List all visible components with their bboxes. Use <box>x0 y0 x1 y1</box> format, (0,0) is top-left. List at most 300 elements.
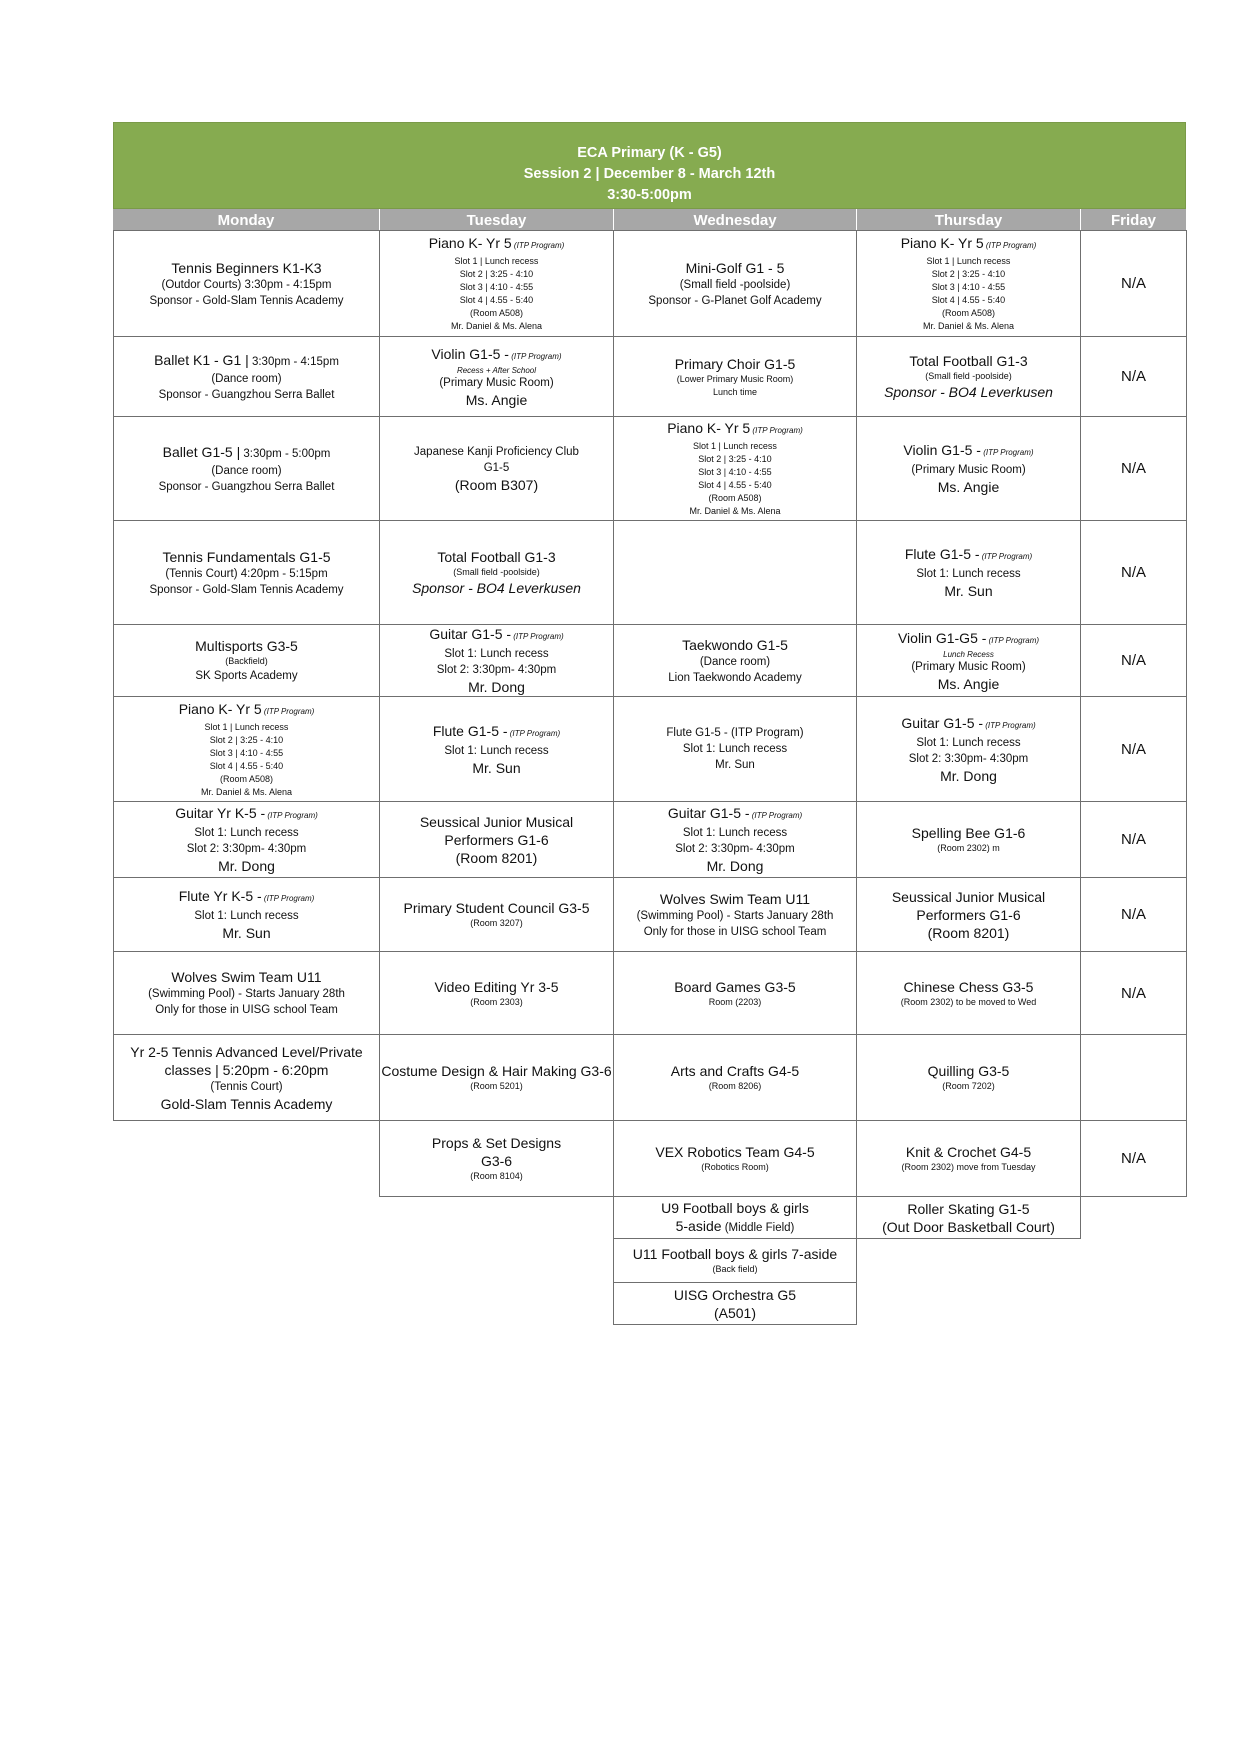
cell-text-line <box>179 700 315 721</box>
schedule-cell <box>379 951 614 1035</box>
cell-text-line <box>644 924 827 940</box>
cell-text: (Room 2302) m <box>937 843 1000 853</box>
cell-text: (Primary Music Room) <box>911 660 1026 673</box>
cell-text-line <box>1121 741 1146 758</box>
cell-text: Only for those in UISG school Team <box>155 1004 338 1016</box>
cell-text-line <box>932 281 1005 294</box>
schedule-cell <box>613 696 857 802</box>
cell-text: (Room 8104) <box>470 1171 523 1181</box>
cell-text-line <box>884 383 1053 401</box>
cell-text-line <box>709 996 762 1009</box>
cell-text: Slot 3 | 4:10 - 4:55 <box>459 282 534 292</box>
cell-text-line <box>937 842 1000 855</box>
schedule-cell <box>856 416 1081 521</box>
cell-text: Sponsor - G-Planet Golf Academy <box>648 294 822 307</box>
cell-text-line <box>161 1095 333 1113</box>
schedule-cell <box>613 1282 857 1325</box>
day-header-tuesday: Tuesday <box>379 209 613 230</box>
itp-program-tag: (ITP Program) <box>980 448 1034 457</box>
cell-text-line <box>661 1199 809 1217</box>
cell-text-line <box>456 849 538 867</box>
schedule-cell <box>379 801 614 878</box>
cell-text-line <box>932 268 1005 281</box>
cell-text: Tennis Beginners K1-K3 <box>171 259 322 276</box>
cell-text-line <box>457 366 536 375</box>
schedule-cell <box>856 1034 1081 1121</box>
cell-text-line <box>414 444 579 460</box>
cell-text: Costume Design & Hair Making G3-6 <box>381 1063 612 1079</box>
schedule-cell <box>113 624 380 697</box>
cell-text-line <box>211 463 281 479</box>
cell-text-line <box>472 759 520 777</box>
cell-text: (Swimming Pool) - Starts January 28th <box>636 909 834 922</box>
cell-text-line <box>1121 564 1146 581</box>
cell-text: (Back field) <box>712 1264 758 1274</box>
cell-text: Slot 4 | 4.55 - 5:40 <box>931 295 1006 305</box>
cell-text: (Backfield) <box>225 656 268 666</box>
cell-text-line <box>466 391 527 409</box>
cell-text-line <box>892 888 1045 906</box>
cell-text: G3-6 <box>480 1153 513 1169</box>
cell-text: Ballet K1 - G1 | <box>154 351 249 368</box>
schedule-cell <box>613 230 857 337</box>
cell-text-line <box>923 320 1014 333</box>
cell-text: Sponsor - BO4 Leverkusen <box>412 580 581 596</box>
day-header-monday: Monday <box>217 212 275 229</box>
cell-text-line <box>905 545 1032 566</box>
cell-text-line <box>904 978 1034 996</box>
cell-text: UISG Orchestra G5 <box>673 1286 797 1303</box>
schedule-cell <box>856 230 1081 337</box>
cell-text-line <box>220 773 273 786</box>
cell-text: Slot 1: Lunch recess <box>444 648 549 660</box>
cell-text-line <box>195 668 297 684</box>
schedule-cell <box>1080 520 1187 625</box>
cell-text-line <box>674 1286 796 1304</box>
schedule-cell <box>379 1120 614 1197</box>
schedule-cell <box>613 877 857 952</box>
cell-text: Slot 1: Lunch recess <box>682 743 788 755</box>
cell-text-line <box>433 722 560 743</box>
cell-text: Primary Student Council G3-5 <box>403 900 590 916</box>
schedule-cell <box>613 1120 857 1197</box>
cell-text: Flute Yr K-5 - <box>178 888 262 904</box>
schedule-cell <box>856 951 1081 1035</box>
cell-text-line <box>225 655 268 668</box>
cell-text-line <box>437 662 557 678</box>
cell-text-line <box>907 1200 1029 1218</box>
cell-text-line <box>928 924 1010 942</box>
cell-text: Mini-Golf G1 - 5 <box>685 259 785 276</box>
cell-text-line <box>161 277 331 293</box>
cell-text-line <box>707 857 764 875</box>
cell-text: Lion Taekwondo Academy <box>668 671 802 684</box>
cell-text-line <box>455 476 538 494</box>
cell-text: (Room 8201) <box>455 849 538 866</box>
cell-text: Performers G1-6 <box>444 831 549 848</box>
cell-text-line <box>171 968 321 986</box>
schedule-cell <box>613 1034 857 1121</box>
cell-text-line <box>470 917 523 930</box>
cell-text-line <box>211 371 281 387</box>
schedule-cell <box>379 696 614 802</box>
cell-text-line <box>432 1134 561 1152</box>
itp-program-tag: (ITP Program) <box>261 894 315 903</box>
cell-text-line <box>194 825 298 841</box>
cell-text-line <box>1121 985 1146 1002</box>
cell-text: Slot 2: 3:30pm- 4:30pm <box>675 843 795 855</box>
cell-text-line <box>451 320 542 333</box>
schedule-cell <box>113 696 380 802</box>
cell-text: N/A <box>1120 1150 1146 1167</box>
cell-text: (Lower Primary Music Room) <box>676 373 794 384</box>
cell-text-suffix: (Middle Field) <box>721 1221 795 1234</box>
cell-text: Recess + After School <box>456 365 537 375</box>
cell-text-line <box>712 1263 757 1276</box>
cell-text: (Room 2302) move from Tuesday <box>901 1162 1036 1172</box>
title-line-1: ECA Primary (K - G5) <box>577 145 722 161</box>
cell-text-line <box>1121 1150 1146 1167</box>
cell-text: Ms. Angie <box>937 479 1000 495</box>
schedule-cell <box>113 877 380 952</box>
cell-text: Sponsor - Gold-Slam Tennis Academy <box>149 583 344 596</box>
cell-text-line <box>154 351 339 371</box>
cell-text: Slot 1: Lunch recess <box>916 736 1021 749</box>
cell-text: Flute G1-5 - (ITP Program) <box>666 727 804 739</box>
cell-text: Slot 1: Lunch recess <box>682 827 788 839</box>
cell-text: Piano K- Yr 5 <box>667 420 751 436</box>
cell-text: (Room B307) <box>454 476 539 493</box>
cell-text-line <box>648 293 821 309</box>
cell-text-line <box>484 460 510 476</box>
cell-text-line <box>698 466 771 479</box>
cell-text: Slot 2 | 3:25 - 4:10 <box>931 269 1006 279</box>
cell-text-line <box>460 281 533 294</box>
cell-text-line <box>210 747 283 760</box>
cell-text: Flute G1-5 - <box>432 722 508 739</box>
cell-text-line <box>903 441 1033 462</box>
itp-program-tag: (ITP Program) <box>750 426 803 435</box>
schedule-title-band <box>113 122 1186 209</box>
cell-text: Mr. Dong <box>218 858 275 874</box>
cell-text: Gold-Slam Tennis Academy <box>160 1095 333 1112</box>
cell-text-line <box>666 725 803 741</box>
cell-text: G1-5 <box>483 461 510 474</box>
cell-text-line <box>882 1218 1055 1236</box>
cell-text-line <box>165 1061 329 1079</box>
cell-text: Mr. Sun <box>222 925 271 941</box>
cell-text-line <box>155 1002 338 1018</box>
cell-text: Seussical Junior Musical <box>891 888 1046 905</box>
schedule-cell <box>113 951 380 1035</box>
cell-text-line <box>944 582 992 600</box>
cell-text: Sponsor - Guangzhou Serra Ballet <box>158 480 335 493</box>
day-header-wednesday: Wednesday <box>613 209 856 230</box>
cell-text: Piano K- Yr 5 <box>428 235 512 251</box>
cell-text-line <box>429 234 565 255</box>
cell-text-line <box>911 659 1025 675</box>
cell-text-line <box>671 1062 799 1080</box>
cell-text-line <box>460 294 533 307</box>
cell-text: Guitar G1-5 - <box>667 805 750 821</box>
cell-text: Slot 1 | Lunch recess <box>204 721 289 732</box>
cell-text: (Room 3207) <box>470 918 523 928</box>
cell-text: (Room A508) <box>219 773 274 784</box>
cell-text-line <box>714 1304 756 1322</box>
cell-text: N/A <box>1120 831 1146 848</box>
cell-text-line <box>187 841 307 857</box>
cell-text: Wolves Swim Team U11 <box>659 890 811 907</box>
day-header-thursday: Thursday <box>856 209 1080 230</box>
cell-text: Quilling G3-5 <box>927 1063 1010 1079</box>
schedule-cell <box>613 520 857 625</box>
schedule-cell <box>1080 336 1187 417</box>
cell-text: Total Football G1-3 <box>437 549 556 565</box>
cell-text: Tennis Fundamentals G1-5 <box>162 548 331 565</box>
cell-text: Lunch time <box>712 386 758 397</box>
cell-text-line <box>455 255 539 268</box>
cell-text: Wolves Swim Team U11 <box>171 969 322 985</box>
cell-text: Mr. Daniel & Ms. Alena <box>450 321 543 331</box>
cell-text: (Room A508) <box>469 308 524 318</box>
cell-text: (Small field -poolside) <box>453 567 540 577</box>
schedule-cell <box>856 336 1081 417</box>
itp-program-tag: (ITP Program) <box>511 241 565 250</box>
cell-text: Guitar Yr K-5 - <box>175 805 266 821</box>
itp-program-tag: (ITP Program) <box>265 811 318 820</box>
cell-text: Slot 3 | 4:10 - 4:55 <box>209 747 284 758</box>
cell-text-line <box>163 443 331 463</box>
cell-text: Total Football G1-3 <box>909 353 1028 369</box>
schedule-cell <box>1080 230 1187 337</box>
cell-text-line <box>1121 368 1146 385</box>
cell-text: Video Editing Yr 3-5 <box>434 978 559 995</box>
cell-text-line <box>916 566 1020 582</box>
cell-text: Slot 4 | 4.55 - 5:40 <box>698 480 772 490</box>
cell-text: Slot 3 | 4:10 - 4:55 <box>931 282 1006 292</box>
cell-text-line <box>1121 652 1146 669</box>
cell-text: N/A <box>1120 740 1146 758</box>
cell-text-line <box>683 825 787 841</box>
cell-text: (Swimming Pool) - Starts January 28th <box>148 988 345 1000</box>
cell-text: Mr. Dong <box>706 858 764 874</box>
cell-text-line <box>709 1080 762 1093</box>
cell-text: (Room A508) <box>708 493 762 503</box>
cell-text: Guitar G1-5 - <box>429 626 512 642</box>
cell-text: (Small field -poolside) <box>925 371 1012 381</box>
cell-text-line <box>683 741 787 757</box>
cell-text-line <box>420 813 573 831</box>
cell-text: Flute G1-5 - <box>904 546 980 562</box>
cell-text-line <box>938 478 999 496</box>
cell-text-line <box>439 375 553 391</box>
cell-text: Spelling Bee G1-6 <box>911 825 1026 841</box>
cell-text-line <box>179 887 315 908</box>
cell-text: (Primary Music Room) <box>439 376 554 389</box>
cell-text: Mr. Daniel & Ms. Alena <box>200 786 293 797</box>
cell-text-line <box>675 841 795 857</box>
cell-text: Primary Choir G1-5 <box>674 355 796 372</box>
cell-text-line <box>906 1143 1031 1161</box>
cell-text-line <box>667 419 803 440</box>
schedule-cell <box>856 520 1081 625</box>
cell-text: Props & Set Designs <box>431 1135 562 1151</box>
cell-text: Yr 2-5 Tennis Advanced Level/Private <box>130 1043 363 1060</box>
schedule-cell <box>113 416 380 521</box>
cell-text: Slot 1 | Lunch recess <box>693 441 777 451</box>
cell-text: (Room 2302) to be moved to Wed <box>900 996 1037 1007</box>
itp-program-tag: (ITP Program) <box>986 635 1040 645</box>
cell-text: N/A <box>1120 368 1146 385</box>
cell-text-line <box>698 479 771 492</box>
schedule-cell <box>856 624 1081 697</box>
schedule-cell <box>856 1120 1081 1197</box>
itp-program-tag: (ITP Program) <box>261 706 315 716</box>
cell-text-line <box>444 831 548 849</box>
cell-text: Violin G1-5 - <box>431 345 509 362</box>
cell-text-line <box>932 294 1005 307</box>
cell-text-line <box>689 505 780 518</box>
cell-text-line <box>453 566 540 579</box>
schedule-cell <box>379 1034 614 1121</box>
cell-text: Sponsor - Guangzhou Serra Ballet <box>158 388 335 401</box>
cell-text: Knit & Crochet G4-5 <box>905 1144 1032 1160</box>
cell-text-line <box>901 714 1035 735</box>
cell-text: U11 Football boys & girls 7-aside <box>632 1246 838 1262</box>
cell-text-line <box>149 582 343 598</box>
schedule-cell <box>613 624 857 697</box>
cell-text-line <box>901 996 1036 1009</box>
cell-text-line <box>165 566 327 582</box>
cell-text-line <box>693 440 777 453</box>
schedule-cell <box>613 416 857 521</box>
schedule-cell <box>856 801 1081 878</box>
cell-text-line <box>655 1143 814 1161</box>
cell-text: Only for those in UISG school Team <box>643 925 827 938</box>
cell-text-line <box>701 1161 769 1174</box>
cell-text-line <box>162 548 330 566</box>
cell-text-line <box>149 293 343 309</box>
cell-text-line <box>916 906 1020 924</box>
cell-text-line <box>668 670 801 686</box>
cell-text-line <box>218 857 275 875</box>
cell-text: SK Sports Academy <box>195 670 298 682</box>
cell-text: N/A <box>1120 984 1146 1002</box>
cell-text-suffix: 3:30pm - 5:00pm <box>240 447 331 460</box>
cell-text: Arts and Crafts G4-5 <box>670 1063 800 1079</box>
cell-text: N/A <box>1120 564 1146 581</box>
cell-text-line <box>927 255 1011 268</box>
cell-text: N/A <box>1120 460 1146 477</box>
cell-text-line <box>210 760 283 773</box>
cell-text: Slot 1: Lunch recess <box>194 827 299 839</box>
cell-text: Piano K- Yr 5 <box>900 235 984 251</box>
cell-text-line <box>698 453 771 466</box>
cell-text-line <box>444 646 548 662</box>
schedule-cell <box>1080 1034 1187 1121</box>
schedule-cell <box>379 416 614 521</box>
cell-text-line <box>195 637 298 655</box>
cell-text: Slot 1: Lunch recess <box>916 568 1021 580</box>
cell-text: Slot 1: Lunch recess <box>444 744 549 757</box>
cell-text-line <box>942 1080 995 1093</box>
cell-text: Sponsor - Gold-Slam Tennis Academy <box>149 294 344 307</box>
cell-text: Mr. Daniel & Ms. Alena <box>689 506 781 516</box>
cell-text-line <box>700 654 770 670</box>
cell-text: (Room A508) <box>941 308 996 318</box>
cell-text: Mr. Dong <box>940 767 997 784</box>
cell-text-line <box>470 996 523 1009</box>
cell-text: Slot 4 | 4.55 - 5:40 <box>209 760 284 771</box>
cell-text: Lunch Recess <box>943 649 994 659</box>
cell-text-line <box>675 355 796 373</box>
cell-text: (Room 2303) <box>470 996 523 1007</box>
cell-text: Ms. Angie <box>937 675 1000 692</box>
cell-text-line <box>175 804 318 825</box>
itp-program-tag: (ITP Program) <box>507 728 561 738</box>
cell-text-line <box>1121 460 1146 477</box>
cell-text: Ms. Angie <box>465 391 528 408</box>
cell-text-line <box>210 1079 282 1095</box>
cell-text: Slot 1 | Lunch recess <box>454 256 539 266</box>
cell-text: (Tennis Court) 4:20pm - 5:15pm <box>165 567 328 580</box>
cell-text-line <box>171 259 321 277</box>
cell-text: Slot 2: 3:30pm- 4:30pm <box>908 752 1029 765</box>
schedule-cell <box>856 877 1081 952</box>
cell-text: N/A <box>1120 275 1146 292</box>
cell-text: (Room 8201) <box>927 924 1010 941</box>
cell-text-line <box>660 890 810 908</box>
schedule-cell <box>379 877 614 952</box>
cell-text: (Outdor Courts) 3:30pm - 4:15pm <box>161 278 332 291</box>
cell-text-line <box>437 548 555 566</box>
cell-text: U9 Football boys & girls <box>661 1199 809 1216</box>
itp-program-tag: (ITP Program) <box>983 720 1036 730</box>
cell-text: Roller Skating G1-5 <box>907 1200 1030 1217</box>
cell-text-line <box>909 751 1029 767</box>
cell-text-line <box>925 370 1012 383</box>
cell-text-line <box>713 386 757 399</box>
schedule-cell <box>613 336 857 417</box>
cell-text-line <box>677 373 794 386</box>
cell-text: Mr. Dong <box>468 679 525 695</box>
cell-text-line <box>404 899 590 917</box>
cell-text-line <box>680 277 791 293</box>
cell-text-line <box>470 1080 523 1093</box>
cell-text: Slot 2 | 3:25 - 4:10 <box>459 269 534 279</box>
schedule-cell <box>379 336 614 417</box>
cell-text: Mr. Sun <box>944 583 993 599</box>
itp-program-tag: (ITP Program) <box>979 552 1033 561</box>
cell-text: Mr. Sun <box>715 759 755 771</box>
schedule-cell <box>1080 877 1187 952</box>
cell-text-line <box>444 743 548 759</box>
cell-text-line <box>210 734 283 747</box>
cell-text-line <box>148 986 345 1002</box>
cell-text: Slot 2 | 3:25 - 4:10 <box>698 454 772 464</box>
cell-text: N/A <box>1120 906 1146 923</box>
cell-text: (Tennis Court) <box>210 1080 283 1093</box>
cell-text: Sponsor - BO4 Leverkusen <box>884 384 1053 400</box>
schedule-cell <box>613 801 857 878</box>
cell-text-line <box>159 479 335 495</box>
cell-text: (Dance room) <box>211 372 282 385</box>
cell-text: Board Games G3-5 <box>674 978 796 995</box>
schedule-cell <box>613 1196 857 1239</box>
day-header-friday: Friday <box>1080 209 1186 230</box>
cell-text-line <box>412 579 581 597</box>
cell-text-line <box>205 721 289 734</box>
